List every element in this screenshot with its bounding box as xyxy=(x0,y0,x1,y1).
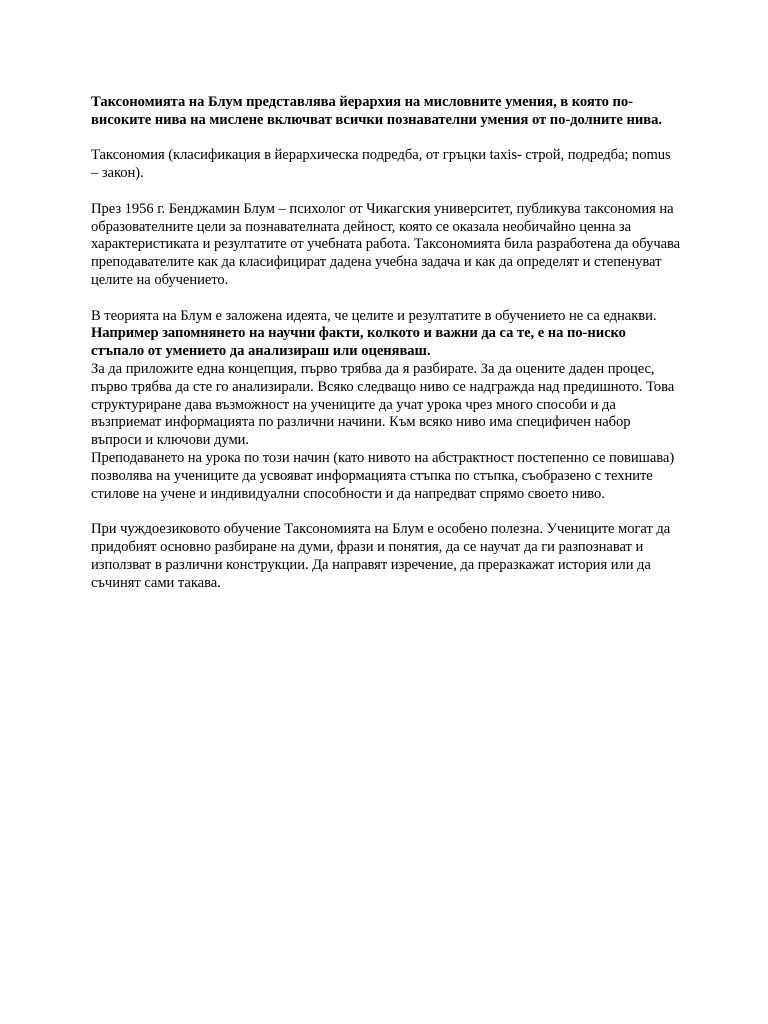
teaching-paragraph: Преподаването на урока по този начин (като нивото на абстрактност постепенно се повишава) позволява на учениците да усвояват информацията стъпка по стъпка, съобразено с техните стилове на учене и индивидуални способности и да напредват спрямо своето ниво. xyxy=(91,449,675,502)
document-body xyxy=(91,94,681,592)
history-paragraph: През 1956 г. Бенджамин Блум – психолог от Чикагския университет, публикува таксономия на образователните цели за познавателната дейност, която се оказала необичайно ценна за характеристиката и резултатите от учебната работа. Таксономията била разработена да обучава преподавателите как да класифицират дадена учебна задача и как да определят и степенуват целите на обучението. xyxy=(91,200,681,288)
theory-intro-text: В теорията на Блум е заложена идеята, че целите и резултатите в обучението не са еднакви. xyxy=(91,307,657,324)
levels-paragraph: За да приложите една концепция, първо трябва да я разбирате. За да оцените даден процес, първо трябва да сте го анализирали. Всяко следващо ниво се надгражда над предишното. Това структуриране дава възможност на учениците да учат урока чрез много способи и да възприемат информацията по различни начини. Към всяко ниво има специфичен набор въпроси и ключови думи. xyxy=(91,360,675,449)
theory-paragraph xyxy=(91,308,681,361)
definition-paragraph: Таксономия (класификация в йерархическа подредба, от гръцки taxis- строй, подредба; nomus – закон). xyxy=(91,147,671,182)
foreign-language-paragraph: При чуждоезиковото обучение Таксономията на Блум е особено полезна. Учениците могат да придобият основно разбиране на думи, фрази и понятия, да се научат да ги разпознават и използват в различни конструкции. Да направят изречение, да преразкажат история или да съчинят сами такава. xyxy=(91,521,671,591)
theory-bold-text: Например запомнянето на научни факти, колкото и важни да са те, е на по-ниско стъпало от умението да анализираш или оценяваш. xyxy=(91,325,626,360)
paragraph-spacer xyxy=(91,503,681,521)
paragraph-spacer xyxy=(91,290,681,308)
paragraph-spacer xyxy=(91,183,681,201)
document-heading: Таксономията на Блум представлява йерархия на мисловните умения, в която по-високите нива на мислене включват всички познавателни умения от по-долните нива. xyxy=(91,94,662,128)
paragraph-spacer xyxy=(91,130,681,148)
